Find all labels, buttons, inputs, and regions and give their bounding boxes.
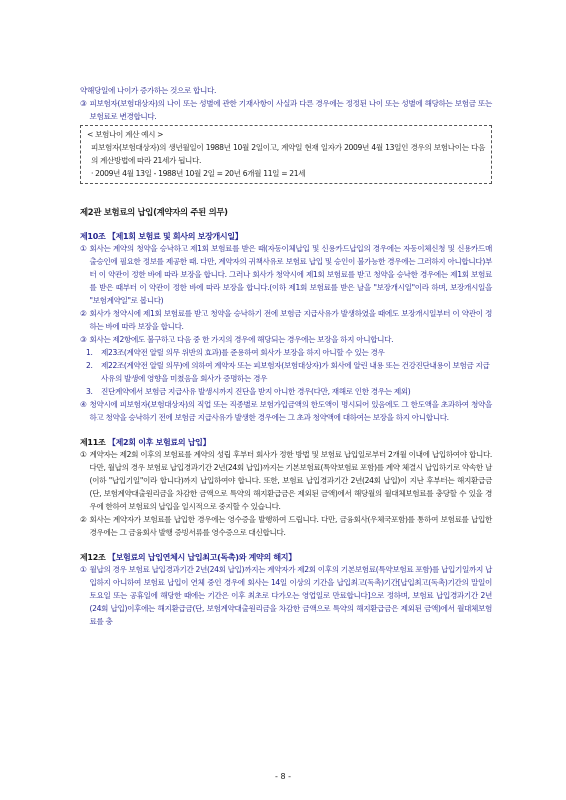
clause-item (80, 97, 492, 123)
sub-item-text: 진단계약에서 보험금 지급사유 발생시까지 진단을 받지 아니한 경우(다만, 재해로 인한 경우는 제외) (101, 387, 411, 396)
example-box-formula: · 2009년 4월 13일 - 1988년 10월 2일 = 20년 6개월 11일 = 21세 (91, 169, 306, 178)
sub-item (80, 385, 492, 398)
item-text: 월납의 경우 보험료 납입경과기간 2년(24회 납입)까지는 계약자가 제2회 이후의 기본보험료(특약보험료 포함)를 납입기일까지 납입하지 아니하여 보험료 납입이 연체 중인 경우에 회사는 14일 이상의 기간을 납입최고(독촉)기간[납입최고(독촉)기간의 말일이 토요일 또는 공휴일에 해당한 때에는 기간은 이후 최초로 다가오는 영업일로 만료합니다]으로 정하며, 보험료 납입경과기간 2년(24회 납입)이후에는 해지환급금(단, 보험계약대출원리금을 차감한 금액으로 특약의 해지환급금은 제외된 금액)에서 월대체보험료를 충 (89, 565, 492, 626)
sub-item-number: 1. (86, 348, 93, 357)
sub-item (80, 359, 492, 385)
article-heading (80, 552, 492, 563)
clause-item (80, 307, 492, 333)
sub-item-number: 3. (86, 387, 93, 396)
item-text: 회사가 청약시에 제1회 보험료를 받고 청약을 승낙하기 전에 보험금 지급사유가 발생하였을 때에도 보장개시일부터 이 약관이 정하는 바에 따라 보장을 합니다. (89, 309, 492, 331)
example-box-body: 피보험자(보험대상자)의 생년월일이 1988년 10월 2일이고, 계약일 현재 일자가 2009년 4월 13일인 경우의 보험나이는 다음의 계산방법에 따라 21세가 됩니다. (91, 143, 485, 165)
item-number: ① (80, 450, 87, 459)
clause-item (80, 398, 492, 424)
clause-item (80, 513, 492, 539)
article-heading (80, 437, 492, 448)
continuation-line: 약해당일에 나이가 증가하는 것으로 합니다. (80, 86, 217, 95)
item-text: 회사는 계약의 청약을 승낙하고 제1회 보험료를 받은 때(자동이체납입 및 신용카드납입의 경우에는 자동이체신청 및 신용카드매출승인에 필요한 정보를 제공한 때. 다만, 계약자의 귀책사유로 보험료 납입 및 승인이 불가능한 경우에는 그러하지 아니합니다)부터 이 약관이 정한 바에 따라 보장을 합니다. 그러나 회사가 청약시에 제1회 보험료를 받고 청약을 승낙한 경우에는 제1회 보험료를 받은 때부터 이 약관이 정한 바에 따라 보장을 합니다.(이하 제1회 보험료를 받은 날을 "보장개시일"이라 하며, 보장개시일을 "보험계약일"로 봅니다) (89, 244, 492, 305)
item-number: ② (80, 515, 87, 524)
article-number: 제12조 (80, 553, 106, 562)
clause-item (80, 242, 492, 307)
example-box-title: < 보험나이 계산 예시 > (87, 130, 164, 139)
article-number: 제11조 (80, 438, 106, 447)
page-number: - 8 - (275, 772, 291, 781)
clause-item (80, 563, 492, 628)
item-text: 청약시에 피보험자(보험대상자)의 직업 또는 직종별로 보험가입금액의 한도액이 명시되어 있음에도 그 한도액을 초과하여 청약을 하고 청약을 승낙하기 전에 보험금 지급사유가 발생한 경우에는 그 초과 청약액에 대하여는 보장을 하지 아니합니다. (89, 400, 492, 422)
sub-item-text: 제22조(계약전 알릴 의무)에 의하여 계약자 또는 피보험자(보험대상자)가 회사에 알린 내용 또는 건강진단내용이 보험금 지급사유의 발생에 영향을 미쳤음을 회사가 증명하는 경우 (101, 361, 490, 383)
item-number: ④ (80, 400, 87, 409)
item-number: ① (80, 244, 87, 253)
article-title: 【보험료의 납입연체시 납입최고(독촉)와 계약의 해지】 (107, 553, 296, 562)
item-text: 회사는 제2항에도 불구하고 다음 중 한 가지의 경우에 해당되는 경우에는 보장을 하지 아니합니다. (89, 335, 394, 344)
clause-item (80, 448, 492, 513)
article-heading (80, 231, 492, 242)
item-number: ③ (80, 99, 87, 108)
clause-item (80, 333, 492, 346)
item-text: 계약자는 제2회 이후의 보험료를 계약의 성립 후부터 회사가 정한 방법 및 보험료 납입일로부터 2개월 이내에 납입하여야 합니다. 다만, 월납의 경우 보험료 납입경과기간 2년(24회 납입)까지는 기본보험료(특약보험료 포함)를 계약 체결시 납입하기로 약속한 날(이하 "납입기일"이라 합니다)까지 납입하여야 합니다. 또한, 보험료 납입경과기간 2년(24회 납입)이 지난 후부터는 해지환급금(단, 보험계약대출원리금을 차감한 금액으로 특약의 해지환급금은 제외된 금액)에서 해당월의 월대체보험료를 충당할 수 있을 경우에 한하여 보험료의 납입을 일시적으로 중지할 수 있습니다. (89, 450, 492, 511)
item-number: ① (80, 565, 87, 574)
article-number: 제10조 (80, 232, 106, 241)
item-text: 피보험자(보험대상자)의 나이 또는 성별에 관한 기재사항이 사실과 다른 경우에는 정정된 나이 또는 성별에 해당하는 보험금 또는 보험료로 변경합니다. (89, 99, 492, 121)
article-title: 【제2회 이후 보험료의 납입】 (107, 438, 211, 447)
item-text: 회사는 계약자가 보험료를 납입한 경우에는 영수증을 발행하여 드립니다. 다만, 금융회사(우체국포함)를 통하여 보험료를 납입한 경우에는 그 금융회사 발행 증빙서류를 영수증으로 대신합니다. (89, 515, 492, 537)
article-title: 【제1회 보험료 및 회사의 보장개시일】 (107, 232, 243, 241)
section-heading: 제2관 보험료의 납입(계약자의 주된 의무) (80, 207, 228, 217)
sub-item-number: 2. (86, 361, 93, 370)
sub-item-text: 제23조(계약전 알릴 의무 위반의 효과)를 준용하여 회사가 보장을 하지 아니할 수 있는 경우 (101, 348, 385, 357)
document-page (80, 84, 492, 628)
example-box (80, 125, 492, 184)
sub-item (80, 346, 492, 359)
item-number: ② (80, 309, 87, 318)
item-number: ③ (80, 335, 87, 344)
